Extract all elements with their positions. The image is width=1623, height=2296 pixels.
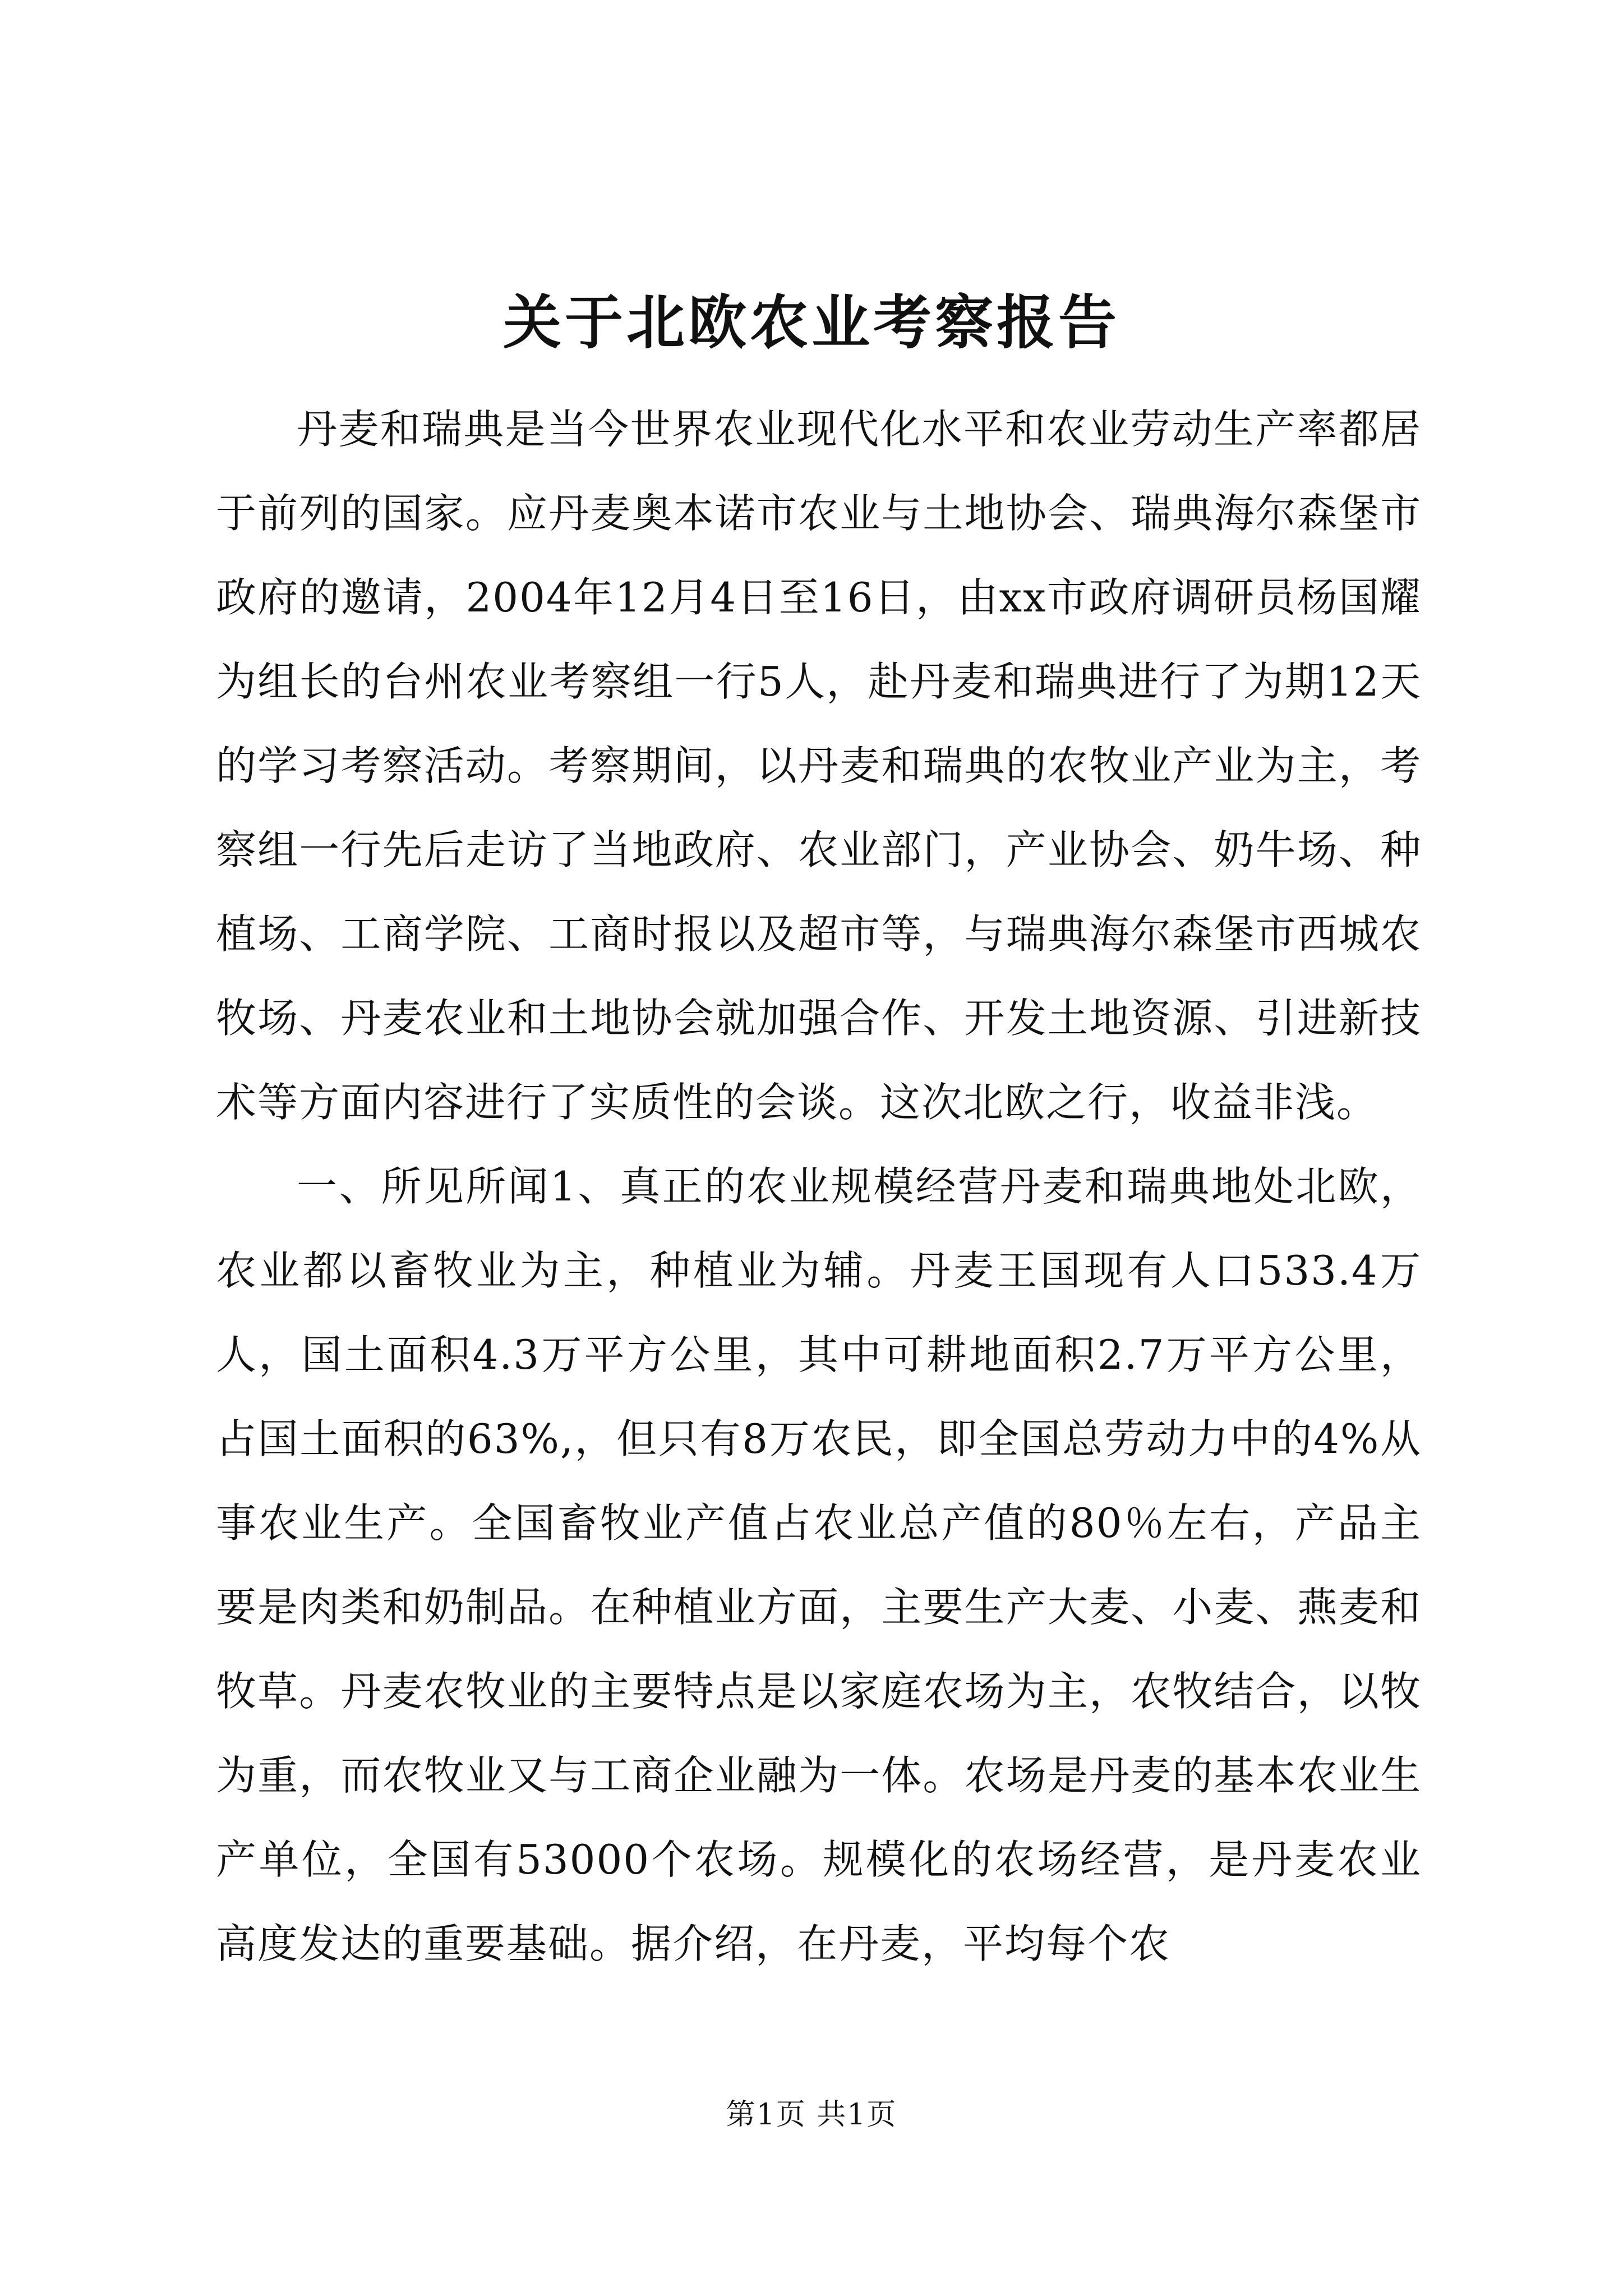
paragraph-intro: 丹麦和瑞典是当今世界农业现代化水平和农业劳动生产率都居于前列的国家。应丹麦奥本诺市农业与土地协会、瑞典海尔森堡市政府的邀请，2004年12月4日至16日，由xx市政府调研员杨国耀为组长的台州农业考察组一行5人，赴丹麦和瑞典进行了为期12天的学习考察活动。考察期间，以丹麦和瑞典的农牧业产业为主，考察组一行先后走访了当地政府、农业部门，产业协会、奶牛场、种植场、工商学院、工商时报以及超市等，与瑞典海尔森堡市西城农牧场、丹麦农业和土地协会就加强合作、开发土地资源、引进新技术等方面内容进行了实质性的会谈。这次北欧之行，收益非浅。 [216,406,1422,1126]
document-body [216,387,1422,1986]
page-footer: 第1页 共1页 [726,2098,897,2132]
paragraph-section-one: 一、所见所闻1、真正的农业规模经营丹麦和瑞典地处北欧，农业都以畜牧业为主，种植业为辅。丹麦王国现有人口533.4万人，国土面积4.3万平方公里，其中可耕地面积2.7万平方公里，占国土面积的63%,，但只有8万农民，即全国总劳动力中的4%从事农业生产。全国畜牧业产值占农业总产值的80％左右，产品主要是肉类和奶制品。在种植业方面，主要生产大麦、小麦、燕麦和牧草。丹麦农牧业的主要特点是以家庭农场为主，农牧结合，以牧为重，而农牧业又与工商企业融为一体。农场是丹麦的基本农业生产单位，全国有53000个农场。规模化的农场经营，是丹麦农业高度发达的重要基础。据介绍，在丹麦，平均每个农 [216,1163,1422,1967]
document-title: 关于北欧农业考察报告 [502,288,1120,357]
